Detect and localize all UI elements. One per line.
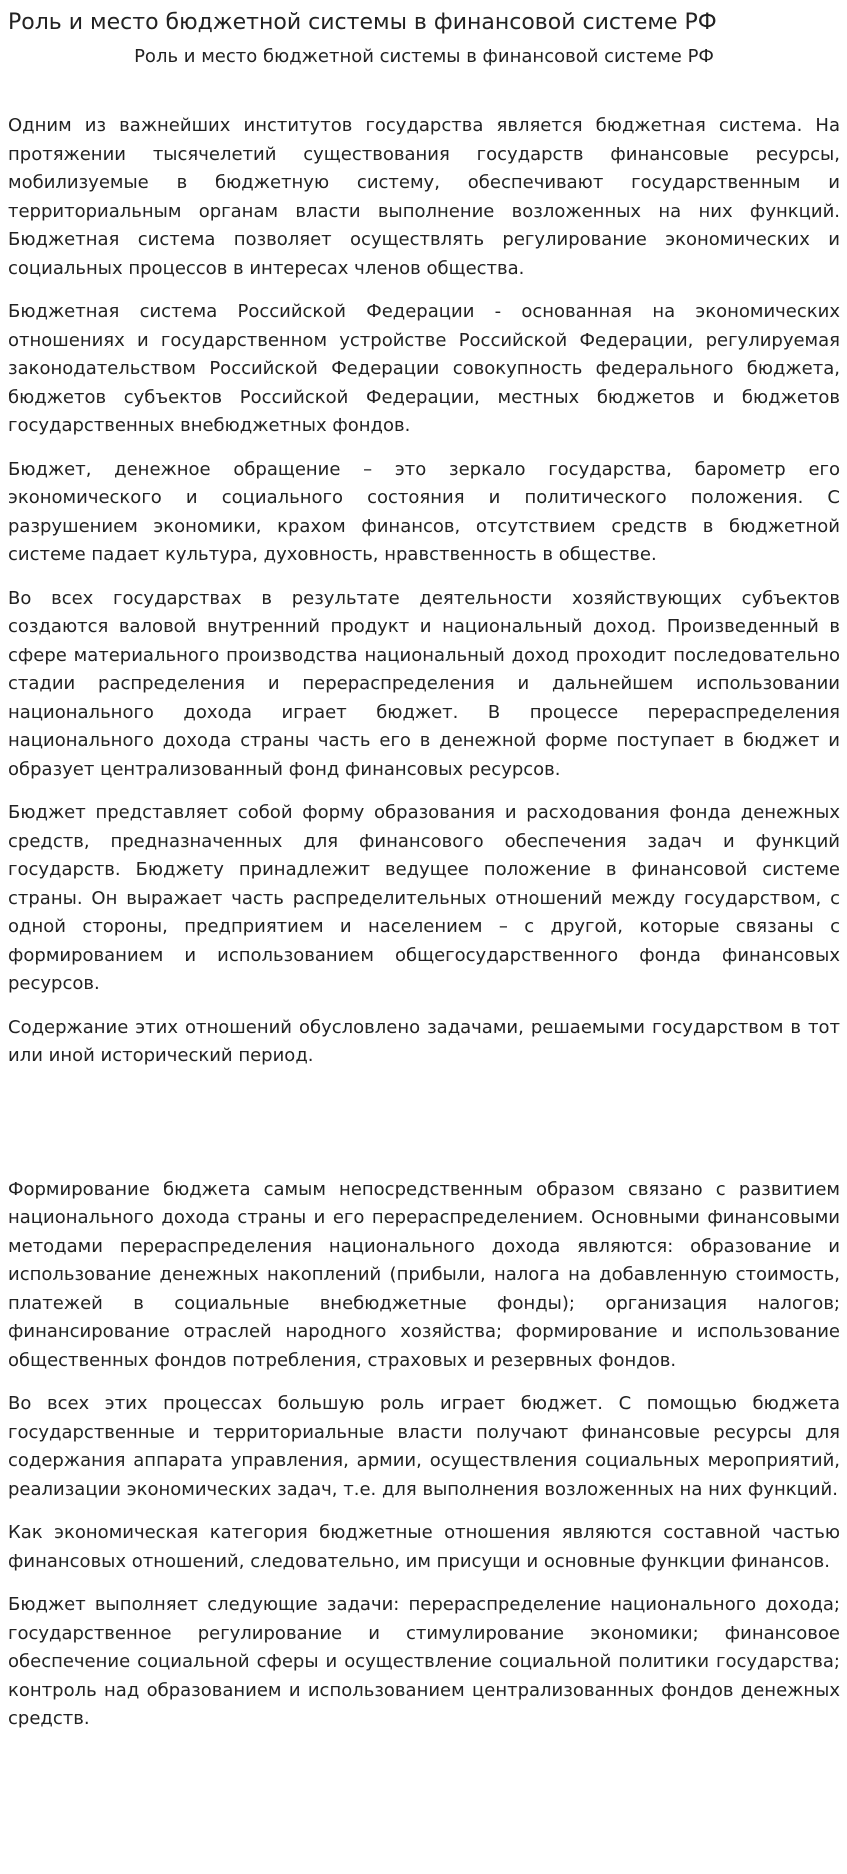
paragraph: Как экономическая категория бюджетные отношения являются составной частью финансовых отношений, следовательно, им присущи и основные функции финансов.: [8, 1522, 840, 1572]
text-section-2: [8, 1176, 840, 1734]
document-page: [8, 0, 840, 1749]
paragraph: Бюджетная система Российской Федерации - основанная на экономических отношениях и государственном устройстве Российской Федерации, регулируемая законодательством Российской Федерации совокупность федерального бюджета, бюджетов субъектов Российской Федерации, местных бюджетов и бюджетов государственных внебюджетных фондов.: [8, 301, 840, 436]
page-title: Роль и место бюджетной системы в финансовой системе РФ: [8, 10, 717, 35]
paragraph: Одним из важнейших институтов государства является бюджетная система. На протяжении тысячелетий существования государств финансовые ресурсы, мобилизуемые в бюджетную систему, обеспечивают государственным и территориальным органам власти выполнение возложенных на них функций. Бюджетная система позволяет осуществлять регулирование экономических и социальных процессов в интересах членов общества.: [8, 115, 840, 279]
paragraph: Бюджет, денежное обращение – это зеркало государства, барометр его экономического и социального состояния и политического положения. С разрушением экономики, крахом финансов, отсутствием средств в бюджетной системе падает культура, духовность, нравственность в обществе.: [8, 458, 840, 565]
paragraph: Во всех государствах в результате деятельности хозяйствующих субъектов создаются валовой внутренний продукт и национальный доход. Произведенный в сфере материального производства национальный доход проходит последовательно стадии распределения и перераспределения и дальнейшем использовании национального дохода играет бюджет. В процессе перераспределения национального дохода страны часть его в денежной форме поступает в бюджет и образует централизованный фонд финансовых ресурсов.: [8, 587, 840, 780]
paragraph: Бюджет выполняет следующие задачи: перераспределение национального дохода; государственное регулирование и стимулирование экономики; финансовое обеспечение социальной сферы и осуществление социальной политики государства; контроль над образованием и использованием централизованных фондов денежных средств.: [8, 1594, 840, 1729]
text-section-1: [8, 112, 840, 1071]
paragraph: Содержание этих отношений обусловлено задачами, решаемыми государством в тот или иной исторический период.: [8, 1016, 840, 1066]
paragraph: Формирование бюджета самым непосредственным образом связано с развитием национального дохода страны и его перераспределением. Основными финансовыми методами перераспределения национального дохода являются: образование и использование денежных накоплений (прибыли, налога на добавленную стоимость, платежей в социальные внебюджетные фонды); организация налогов; финансирование отраслей народного хозяйства; формирование и использование общественных фондов потребления, страховых и резервных фондов.: [8, 1178, 840, 1371]
document-subtitle: Роль и место бюджетной системы в финансовой системе РФ: [134, 46, 714, 67]
paragraph: Бюджет представляет собой форму образования и расходования фонда денежных средств, предназначенных для финансового обеспечения задач и функций государств. Бюджету принадлежит ведущее положение в финансовой системе страны. Он выражает часть распределительных отношений между государством, с одной стороны, предприятием и населением – с другой, которые связаны с формированием и использованием общегосударственного фонда финансовых ресурсов.: [8, 802, 840, 994]
paragraph: Во всех этих процессах большую роль играет бюджет. С помощью бюджета государственные и территориальные власти получают финансовые ресурсы для содержания аппарата управления, армии, осуществления социальных мероприятий, реализации экономических задач, т.е. для выполнения возложенных на них функций.: [8, 1393, 840, 1500]
